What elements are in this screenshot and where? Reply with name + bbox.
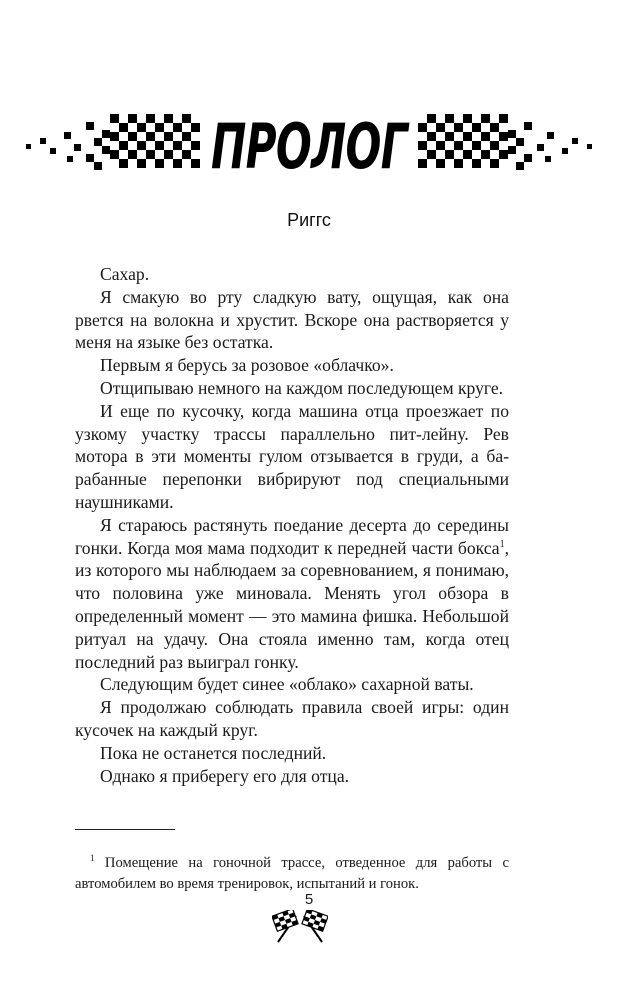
chapter-header bbox=[20, 108, 598, 180]
chapter-author: Риггс bbox=[287, 210, 331, 230]
paragraph-text: Я стараюсь растянуть поедание десерта до середины гонки. Когда моя мама подходит к передней части бокса bbox=[75, 514, 509, 558]
paragraph: Я продолжаю соблюдать правила своей игры: один кусочек на каждый круг. bbox=[75, 697, 509, 740]
checkered-ornament bbox=[20, 108, 598, 180]
paragraph: Первым я берусь за розовое «облачко». bbox=[100, 355, 394, 376]
footnote bbox=[75, 853, 509, 895]
page-number: 5 bbox=[304, 891, 314, 908]
checkered-left-icon bbox=[26, 114, 200, 170]
paragraph: Следующим будет синее «облако» сахарной ваты. bbox=[100, 674, 474, 695]
paragraph: Однако я приберегу его для отца. bbox=[100, 765, 350, 786]
paragraph: Пока не останется последний. bbox=[100, 742, 327, 763]
flag-right-icon bbox=[302, 910, 328, 942]
paragraph: Отщипываю немного на каждом последующем круге. bbox=[100, 377, 504, 398]
chapter-title: ПРОЛОГ bbox=[211, 110, 411, 180]
paragraph-with-footnote bbox=[75, 514, 509, 674]
footnote-ref: 1 bbox=[499, 538, 505, 550]
body-text bbox=[75, 263, 509, 787]
paragraph-text-rest: , из которого мы наблюдаем за соревнованием, я понимаю, что половина уже миновала. Менять угол обзора в определенный момент — это мамина фишка. Небольшой ритуал на удачу. Она стояла именно там, когда отец последний раз выиграл гонку. bbox=[75, 537, 509, 672]
footnote-marker: 1 bbox=[90, 852, 95, 863]
footnote-text: Помещение на гоночной трассе, отведенное для работы с автомобилем во время тренировок, испытаний и гонок. bbox=[75, 854, 509, 892]
paragraph: И еще по кусочку, когда машина отца проезжает по узкому участку трассы параллельно пит-лейну. Рев мотора в эти моменты гулом отзывается в груди, а барабанные перепонки вибрируют под специальными наушниками. bbox=[75, 400, 509, 512]
checkered-right-icon bbox=[418, 114, 592, 170]
crossed-flags-icon bbox=[272, 910, 328, 944]
flag-left-icon bbox=[272, 910, 298, 942]
paragraph: Сахар. bbox=[100, 264, 150, 284]
footnote-divider bbox=[75, 829, 175, 830]
paragraph: Я смакую во рту сладкую вату, ощущая, как она рвется на волокна и хрустит. Вскоре она растворяется у меня на языке без остатка. bbox=[75, 286, 509, 353]
